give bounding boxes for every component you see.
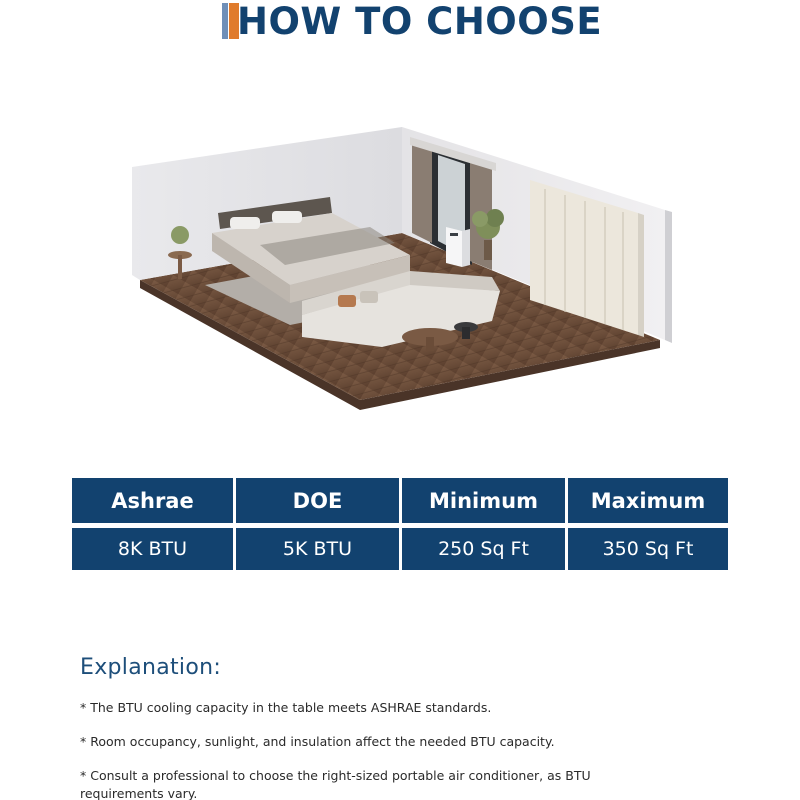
table-header-doe: DOE <box>236 478 399 523</box>
room-illustration <box>120 115 680 430</box>
table-header-maximum: Maximum <box>568 478 728 523</box>
table-header-minimum: Minimum <box>402 478 565 523</box>
title-accent-blue <box>222 3 228 39</box>
page-header <box>0 0 800 44</box>
explanation-note: * The BTU cooling capacity in the table meets ASHRAE standards. <box>80 700 492 715</box>
table-cell-ashrae: 8K BTU <box>72 528 233 570</box>
explanation-heading: Explanation: <box>80 655 222 680</box>
btu-spec-table <box>72 478 727 571</box>
explanation-note: * Room occupancy, sunlight, and insulation affect the needed BTU capacity. <box>80 734 555 749</box>
table-cell-doe: 5K BTU <box>236 528 399 570</box>
curtain-left <box>412 145 432 243</box>
explanation-note: * Consult a professional to choose the right-sized portable air conditioner, as BTU requirements vary. <box>80 768 591 800</box>
page-title: HOW TO CHOOSE <box>237 0 603 43</box>
table-cell-maximum: 350 Sq Ft <box>568 528 728 570</box>
table-cell-minimum: 250 Sq Ft <box>402 528 565 570</box>
table-header-ashrae: Ashrae <box>72 478 233 523</box>
